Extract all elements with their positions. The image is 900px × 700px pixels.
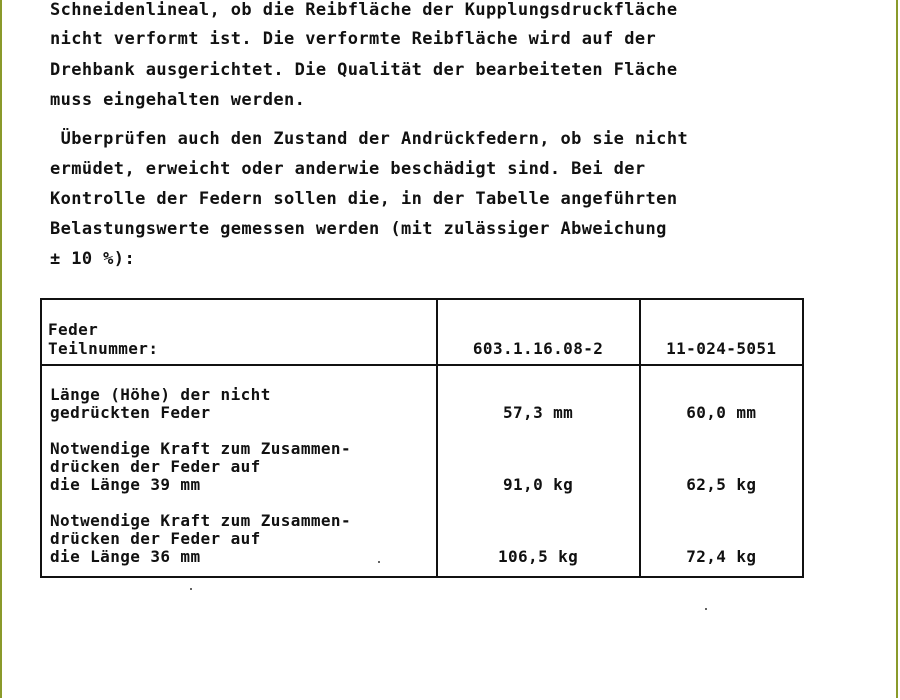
- row-description: Notwendige Kraft zum Zusammen- drücken der Feder auf die Länge 36 mm: [41, 496, 437, 577]
- text-line: Kontrolle der Federn sollen die, in der Tabelle angeführten: [50, 189, 678, 209]
- header-label: Feder Teilnummer:: [41, 299, 437, 365]
- row-value-1: 91,0 kg: [437, 424, 640, 496]
- table-header-row: [41, 299, 803, 365]
- text-line: Schneidenlineal, ob die Reibfläche der Kupplungsdruckfläche: [50, 0, 678, 20]
- row-value-2: 72,4 kg: [640, 496, 803, 577]
- text-line: muss eingehalten werden.: [50, 90, 306, 110]
- row-value-2: 60,0 mm: [640, 365, 803, 424]
- row-value-2: 62,5 kg: [640, 424, 803, 496]
- row-description: Länge (Höhe) der nicht gedrückten Feder: [41, 365, 437, 424]
- text-line: Drehbank ausgerichtet. Die Qualität der bearbeiteten Fläche: [50, 60, 678, 80]
- spring-spec-table: [40, 298, 804, 578]
- table-row: [41, 365, 803, 424]
- text-line: ± 10 %):: [50, 249, 136, 269]
- row-value-1: 106,5 kg: [437, 496, 640, 577]
- scan-speck: [190, 588, 192, 590]
- text-line: Überprüfen auch den Zustand der Andrückfedern, ob sie nicht: [50, 129, 689, 149]
- text-line: ermüdet, erweicht oder anderwie beschädigt sind. Bei der: [50, 159, 646, 179]
- text-line: nicht verformt ist. Die verformte Reibfläche wird auf der: [50, 29, 657, 49]
- text-line: Belastungswerte gemessen werden (mit zulässiger Abweichung: [50, 219, 667, 239]
- row-value-1: 57,3 mm: [437, 365, 640, 424]
- header-part-number-2: 11-024-5051: [640, 299, 803, 365]
- table-row: [41, 424, 803, 496]
- table-row: [41, 496, 803, 577]
- header-part-number-1: 603.1.16.08-2: [437, 299, 640, 365]
- scan-speck: [705, 608, 707, 610]
- scan-speck: [378, 561, 380, 563]
- row-description: Notwendige Kraft zum Zusammen- drücken der Feder auf die Länge 39 mm: [41, 424, 437, 496]
